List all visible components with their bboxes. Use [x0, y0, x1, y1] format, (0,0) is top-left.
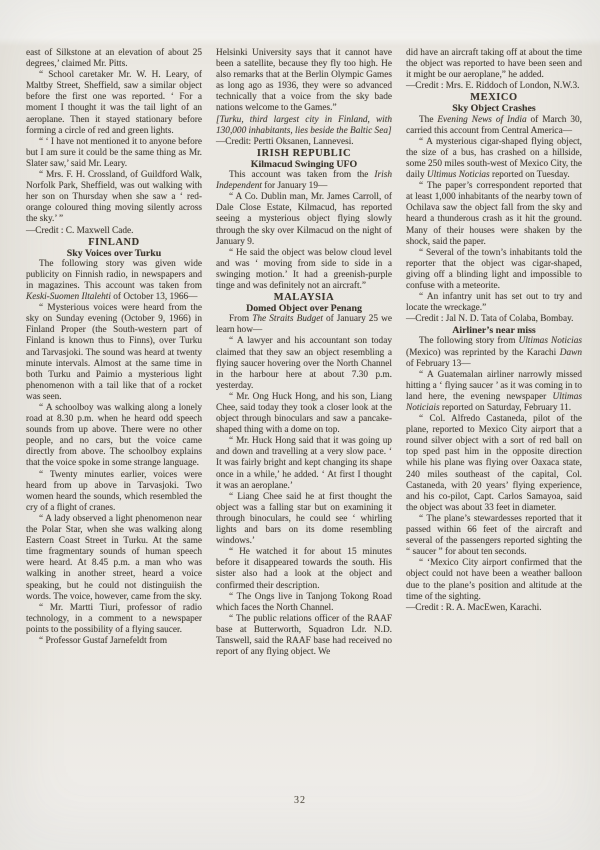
paragraph	[26, 259, 202, 303]
text-run: Sky Object Crashes	[452, 103, 536, 115]
article-headline	[216, 159, 392, 170]
paragraph	[216, 392, 392, 436]
editor-note	[216, 115, 392, 137]
text-run: “ The plane’s stewardesses reported that it passed within 66 feet of the aircraft and several of the passengers reported sighting the “ saucer ” for about ten seconds.	[406, 513, 582, 558]
text-run: “ Mr. Martti Tiuri, professor of radio technology, in a comment to a newspaper points to the possibility of a flying saucer.	[26, 602, 202, 635]
text-run: “ A lady observed a light phenomenon near the Polar Star, when she was walking along Eastern Coast Street in Turku. At the same time fragmentary sounds of human speech were heard. At 8.45 p.m. a man who was walking in another street, heard a voice speaking, but he could not distinguiish the words. The voice, however, came from the sky.	[26, 513, 202, 602]
paragraph	[406, 137, 582, 181]
text-run: (Mexico) was reprinted by the Karachi	[406, 347, 560, 358]
credit-line	[26, 226, 202, 237]
paragraph	[216, 192, 392, 247]
credit-line	[406, 81, 582, 92]
paragraph	[26, 603, 202, 636]
text-run: “ An infantry unit has set out to try and locate the wreckage.”	[406, 292, 582, 314]
text-run: [Turku, third largest city in Finland, with 130,000 inhabitants, lies beside the Baltic Sea]	[216, 114, 392, 136]
text-run: Airliner’s near miss	[452, 325, 536, 337]
text-run: “ Mrs. F. H. Crossland, of Guildford Walk, Norfolk Park, Sheffield, was out walking with her son on Thursday when she saw a ‘ red-orange coloured thing moving silently across the sky.’ ”	[26, 170, 202, 225]
article-headline	[26, 248, 202, 259]
text-run: “ Professor Gustaf Jarnefeldt from	[39, 635, 168, 646]
text-run: reported on Saturday, February 11.	[439, 403, 572, 413]
paragraph	[406, 292, 582, 314]
text-run: “ Mr. Ong Huck Hong, and his son, Liang Chee, said today they took a closer look at the object through binoculars and saw a pancake-shaped thing with a dome on top.	[216, 391, 392, 436]
paragraph	[216, 336, 392, 391]
text-run: MALAYSIA	[273, 292, 335, 304]
text-run: “ The Ongs live in Tanjong Tokong Road which faces the North Channel.	[216, 591, 392, 613]
paragraph	[216, 436, 392, 491]
column-1	[26, 48, 202, 658]
paragraph	[406, 115, 582, 137]
paragraph	[26, 137, 202, 170]
text-run: The following story was given wide publicity on Finnish radio, in newspapers and in magazines. This account was taken from	[26, 258, 202, 291]
text-run: did have an aircraft taking off at about the time the object was reported to have been seen and it might be our aeroplane,” he added.	[406, 48, 582, 81]
paragraph	[26, 303, 202, 403]
text-run: “ ‘Mexico City airport confirmed that the object could not have been a weather balloon due to the plane’s position and altitude at the time of the sighting.	[406, 558, 582, 602]
text-run: “ Several of the town’s inhabitants told the reporter that the object was cigar-shaped, giving off a blinding light and impossible to confuse with a meteorite.	[406, 247, 582, 291]
text-run: “ He watched it for about 15 minutes before it disappeared towards the south. His sister also had a look at the object and confirmed their description.	[216, 547, 392, 591]
text-run: “ Mr. Huck Hong said that it was going up and down and travelling at a very slow pace. ‘ It was fairly bright and kept changing its shape once in a while,’ he added. ‘ At first I thought it was an aeroplane.’	[216, 436, 392, 491]
paragraph	[216, 314, 392, 336]
paragraph	[406, 514, 582, 558]
text-run: —Credit : C. Maxwell Cade.	[26, 225, 134, 236]
paragraph	[406, 558, 582, 602]
text-run: From	[229, 314, 253, 325]
text-run: Irish Independent	[216, 170, 392, 192]
text-run: “ A Co. Dublin man, Mr. James Carroll, of Dale Close Estate, Kilmacud, has reported seeing a mysterious object flying slowly through the sky over Kilmacud on the night of January 9.	[216, 192, 392, 247]
paragraph	[216, 614, 392, 658]
text-run: of March 30, carried this account from Central America—	[406, 114, 582, 136]
credit-line	[406, 603, 582, 614]
paragraph	[26, 470, 202, 514]
article-headline	[406, 325, 582, 336]
text-run: “ The paper’s correspondent reported that at least 1,000 inhabitants of the nearby town of Ochilava saw the object fall from the sky and heard a thunderous crash as it hit the ground. Many of their houses were shaken by the shock, said the paper.	[406, 181, 582, 247]
column-2	[216, 48, 392, 658]
text-run: This account was taken from the	[229, 170, 375, 181]
article-headline	[216, 303, 392, 314]
paragraph	[406, 248, 582, 292]
text-run: for January 19—	[261, 181, 328, 192]
paragraph	[216, 170, 392, 192]
paragraph	[406, 48, 582, 81]
paragraph	[216, 492, 392, 547]
credit-line	[216, 137, 392, 148]
text-run: “ Liang Chee said he at first thought the object was a falling star but on examining it through binoculars, he could see ‘ whirling lights and bars on its dome resembling windows.’	[216, 491, 392, 547]
paragraph	[406, 181, 582, 248]
text-run: east of Silkstone at an elevation of about 25 degrees,’ claimed Mr. Pitts.	[26, 48, 202, 70]
section-heading	[216, 148, 392, 159]
text-run: —Credit : Mrs. E. Riddoch of London, N.W.3.	[406, 81, 580, 92]
paragraph	[216, 48, 392, 115]
text-run: “ School caretaker Mr. W. H. Leary, of Maltby Street, Sheffield, saw a similar object before the first one was reported. ‘ For a moment I thought it was the tail light of an aeroplane. Then it stayed stationary before forming a circle of red and green lights.	[26, 70, 202, 136]
paragraph	[26, 403, 202, 470]
text-run: MEXICO	[470, 92, 518, 104]
text-run: of January 25 we learn how—	[216, 314, 392, 336]
text-run: “ He said the object was below cloud level and was ‘ moving from side to side in a swinging motion.’ It had a greenish-purple tinge and was definitely not an aircraft.”	[216, 247, 392, 291]
text-run: The following story from	[419, 336, 519, 347]
text-run: “ A Guatemalan airliner narrowly missed hitting a ‘ flying saucer ’ as it was coming in to land here, the evening newspaper	[406, 369, 582, 402]
text-run: “ A lawyer and his accountant son today claimed that they saw an object resembling a flying saucer hovering over the North Channel in the harbour here at about 7.30 p.m. yesterday.	[216, 336, 392, 391]
text-run: “ The public relations officer of the RAAF base at Butterworth, Squadron Ldr. N.D. Tanswell, said the RAAF base had received no report of any flying object. We	[216, 613, 392, 658]
section-heading	[406, 92, 582, 103]
text-run: Domed Object over Penang	[246, 303, 362, 315]
text-run: Kilmacud Swinging UFO	[250, 158, 358, 170]
paragraph	[26, 70, 202, 137]
text-run: The Straits Budget	[252, 314, 323, 325]
text-run: Dawn	[559, 347, 582, 358]
paragraph	[406, 336, 582, 369]
text-run: —Credit : R. A. MacEwen, Karachi.	[406, 602, 542, 613]
text-run: reported on Tuesday.	[489, 170, 570, 181]
paragraph	[26, 514, 202, 603]
text-run: IRISH REPUBLIC	[256, 147, 352, 159]
text-run: “ A mysterious cigar-shaped flying object, the size of a bus, has crashed on a hillside, some 250 miles south-west of Mexico City, the daily	[406, 136, 582, 181]
text-run: Ultimas Noticiais	[406, 391, 582, 413]
text-run: “ ‘ I have not mentioned it to anyone before but I am sure it could be the same thing as Mr. Slater saw,’ said Mr. Leary.	[26, 136, 202, 169]
text-run: Evening News of India	[437, 114, 527, 125]
paragraph	[406, 370, 582, 414]
paragraph	[26, 636, 202, 647]
paragraph	[406, 414, 582, 514]
text-run: Ultimas Noticias	[518, 336, 582, 347]
paragraph	[216, 248, 392, 292]
credit-line	[406, 314, 582, 325]
text-run: —Credit: Pertti Oksanen, Lannevesi.	[216, 136, 354, 147]
text-run: Sky Voices over Turku	[66, 247, 162, 259]
text-run: Helsinki University says that it cannot have been a satellite, because they fly too high. He also remarks that at the Berlin Olympic Games as long ago as 1936, they were so advanced technically that a voice from the sky bade nations welcome to the Games.”	[216, 48, 392, 114]
text-run: “ Twenty minutes earlier, voices were heard from up above in Tarvasjoki. Two women heard the sounds, which resembled the cry of a flight of cranes.	[26, 469, 202, 513]
text-run: of February 13—	[406, 358, 471, 369]
paragraph	[26, 48, 202, 70]
text-run: FINLAND	[88, 236, 140, 248]
page-content	[26, 48, 582, 658]
text-run: The	[419, 114, 438, 125]
page-number: 32	[294, 795, 306, 806]
text-run: of October 13, 1966—	[110, 292, 198, 303]
text-run: —Credit : Jal N. D. Tata of Colaba, Bombay.	[406, 314, 574, 325]
text-run: “ Col. Alfredo Castaneda, pilot of the plane, reported to Mexico City airport that a round silver object with a sort of red ball on top sped past him in the opposite direction while his plane was flying over Oaxaca state, 240 miles southeast of the capital, Col. Castaneda, with 20 years’ flying experience, and his co-pilot, Capt. Carlos Samayoa, said the object was about 33 feet in diameter.	[406, 414, 582, 513]
paragraph	[26, 170, 202, 225]
column-3	[406, 48, 582, 658]
section-heading	[26, 237, 202, 248]
paragraph	[216, 547, 392, 591]
text-run: “ A schoolboy was walking along a lonely road at 8.30 p.m. when he heard odd speech sounds from up above. There were no other people, and no cars, but the voice came directly from above. The schoolboy explains that the voice spoke in some strange language.	[26, 403, 202, 469]
paragraph	[216, 592, 392, 614]
text-run: “ Mysterious voices were heard from the sky on Sunday evening (October 9, 1966) in Finland Proper (the South-western part of Finland is known thus to Finns), over Turku and Tarvasjoki. The sound was heard at twenty minute intervals. Almost at the same time in both Turku and Paimio a mysterious light phenomenon with a tail like that of a rocket was seen.	[26, 303, 202, 402]
section-heading	[216, 292, 392, 303]
text-run: Ultimus Noticias	[426, 170, 490, 181]
article-headline	[406, 103, 582, 114]
text-run: Keski-Suomen Iltalehti	[26, 292, 111, 303]
